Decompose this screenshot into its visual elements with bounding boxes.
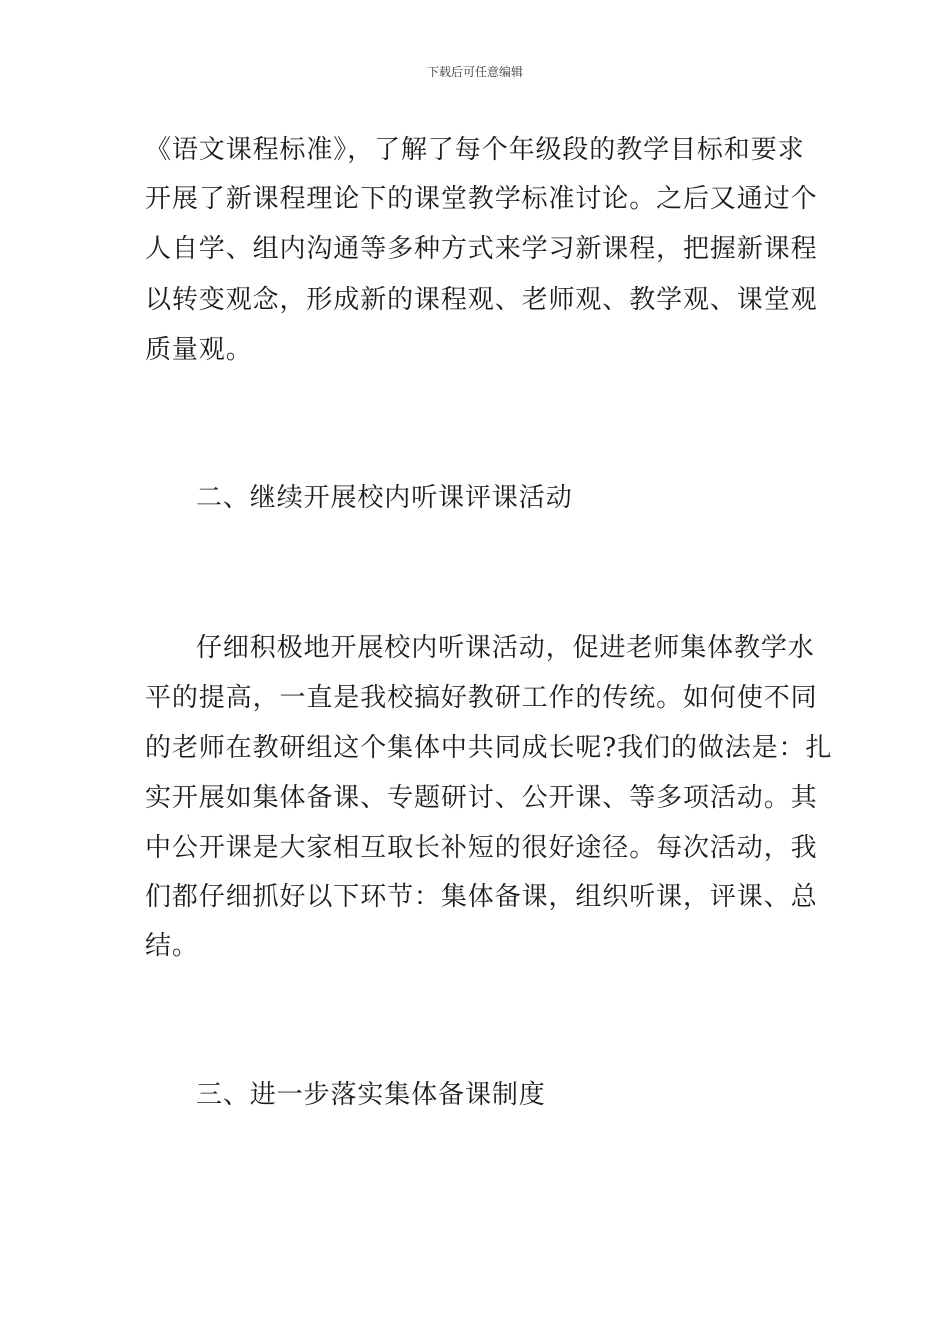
paragraph-line: 仔细积极地开展校内听课活动，促进老师集体教学水 [196,633,815,663]
paragraph-line: 人自学、组内沟通等多种方式来学习新课程，把握新课程 [145,234,818,264]
page-header: 下载后可任意编辑 [426,65,523,79]
section-heading: 二、继续开展校内听课评课活动 [196,483,573,513]
paragraph-line: 中公开课是大家相互取长补短的很好途径。每次活动，我 [145,833,818,863]
section-heading: 三、进一步落实集体备课制度 [196,1080,546,1110]
paragraph-line: 质量观。 [145,335,253,365]
paragraph-line: 的老师在教研组这个集体中共同成长呢?我们的做法是：扎 [145,733,833,763]
paragraph-line: 开展了新课程理论下的课堂教学标准讨论。之后又通过个 [145,184,818,214]
paragraph-line: 实开展如集体备课、专题研讨、公开课、等多项活动。其 [145,783,818,813]
paragraph-line: 结。 [145,931,199,961]
paragraph-line: 《语文课程标准》，了解了每个年级段的教学目标和要求 [145,135,805,165]
paragraph-line: 们都仔细抓好以下环节：集体备课，组织听课，评课、总 [145,882,818,912]
paragraph-line: 平的提高，一直是我校搞好教研工作的传统。如何使不同 [145,683,818,713]
paragraph-line: 以转变观念，形成新的课程观、老师观、教学观、课堂观 [145,285,818,315]
